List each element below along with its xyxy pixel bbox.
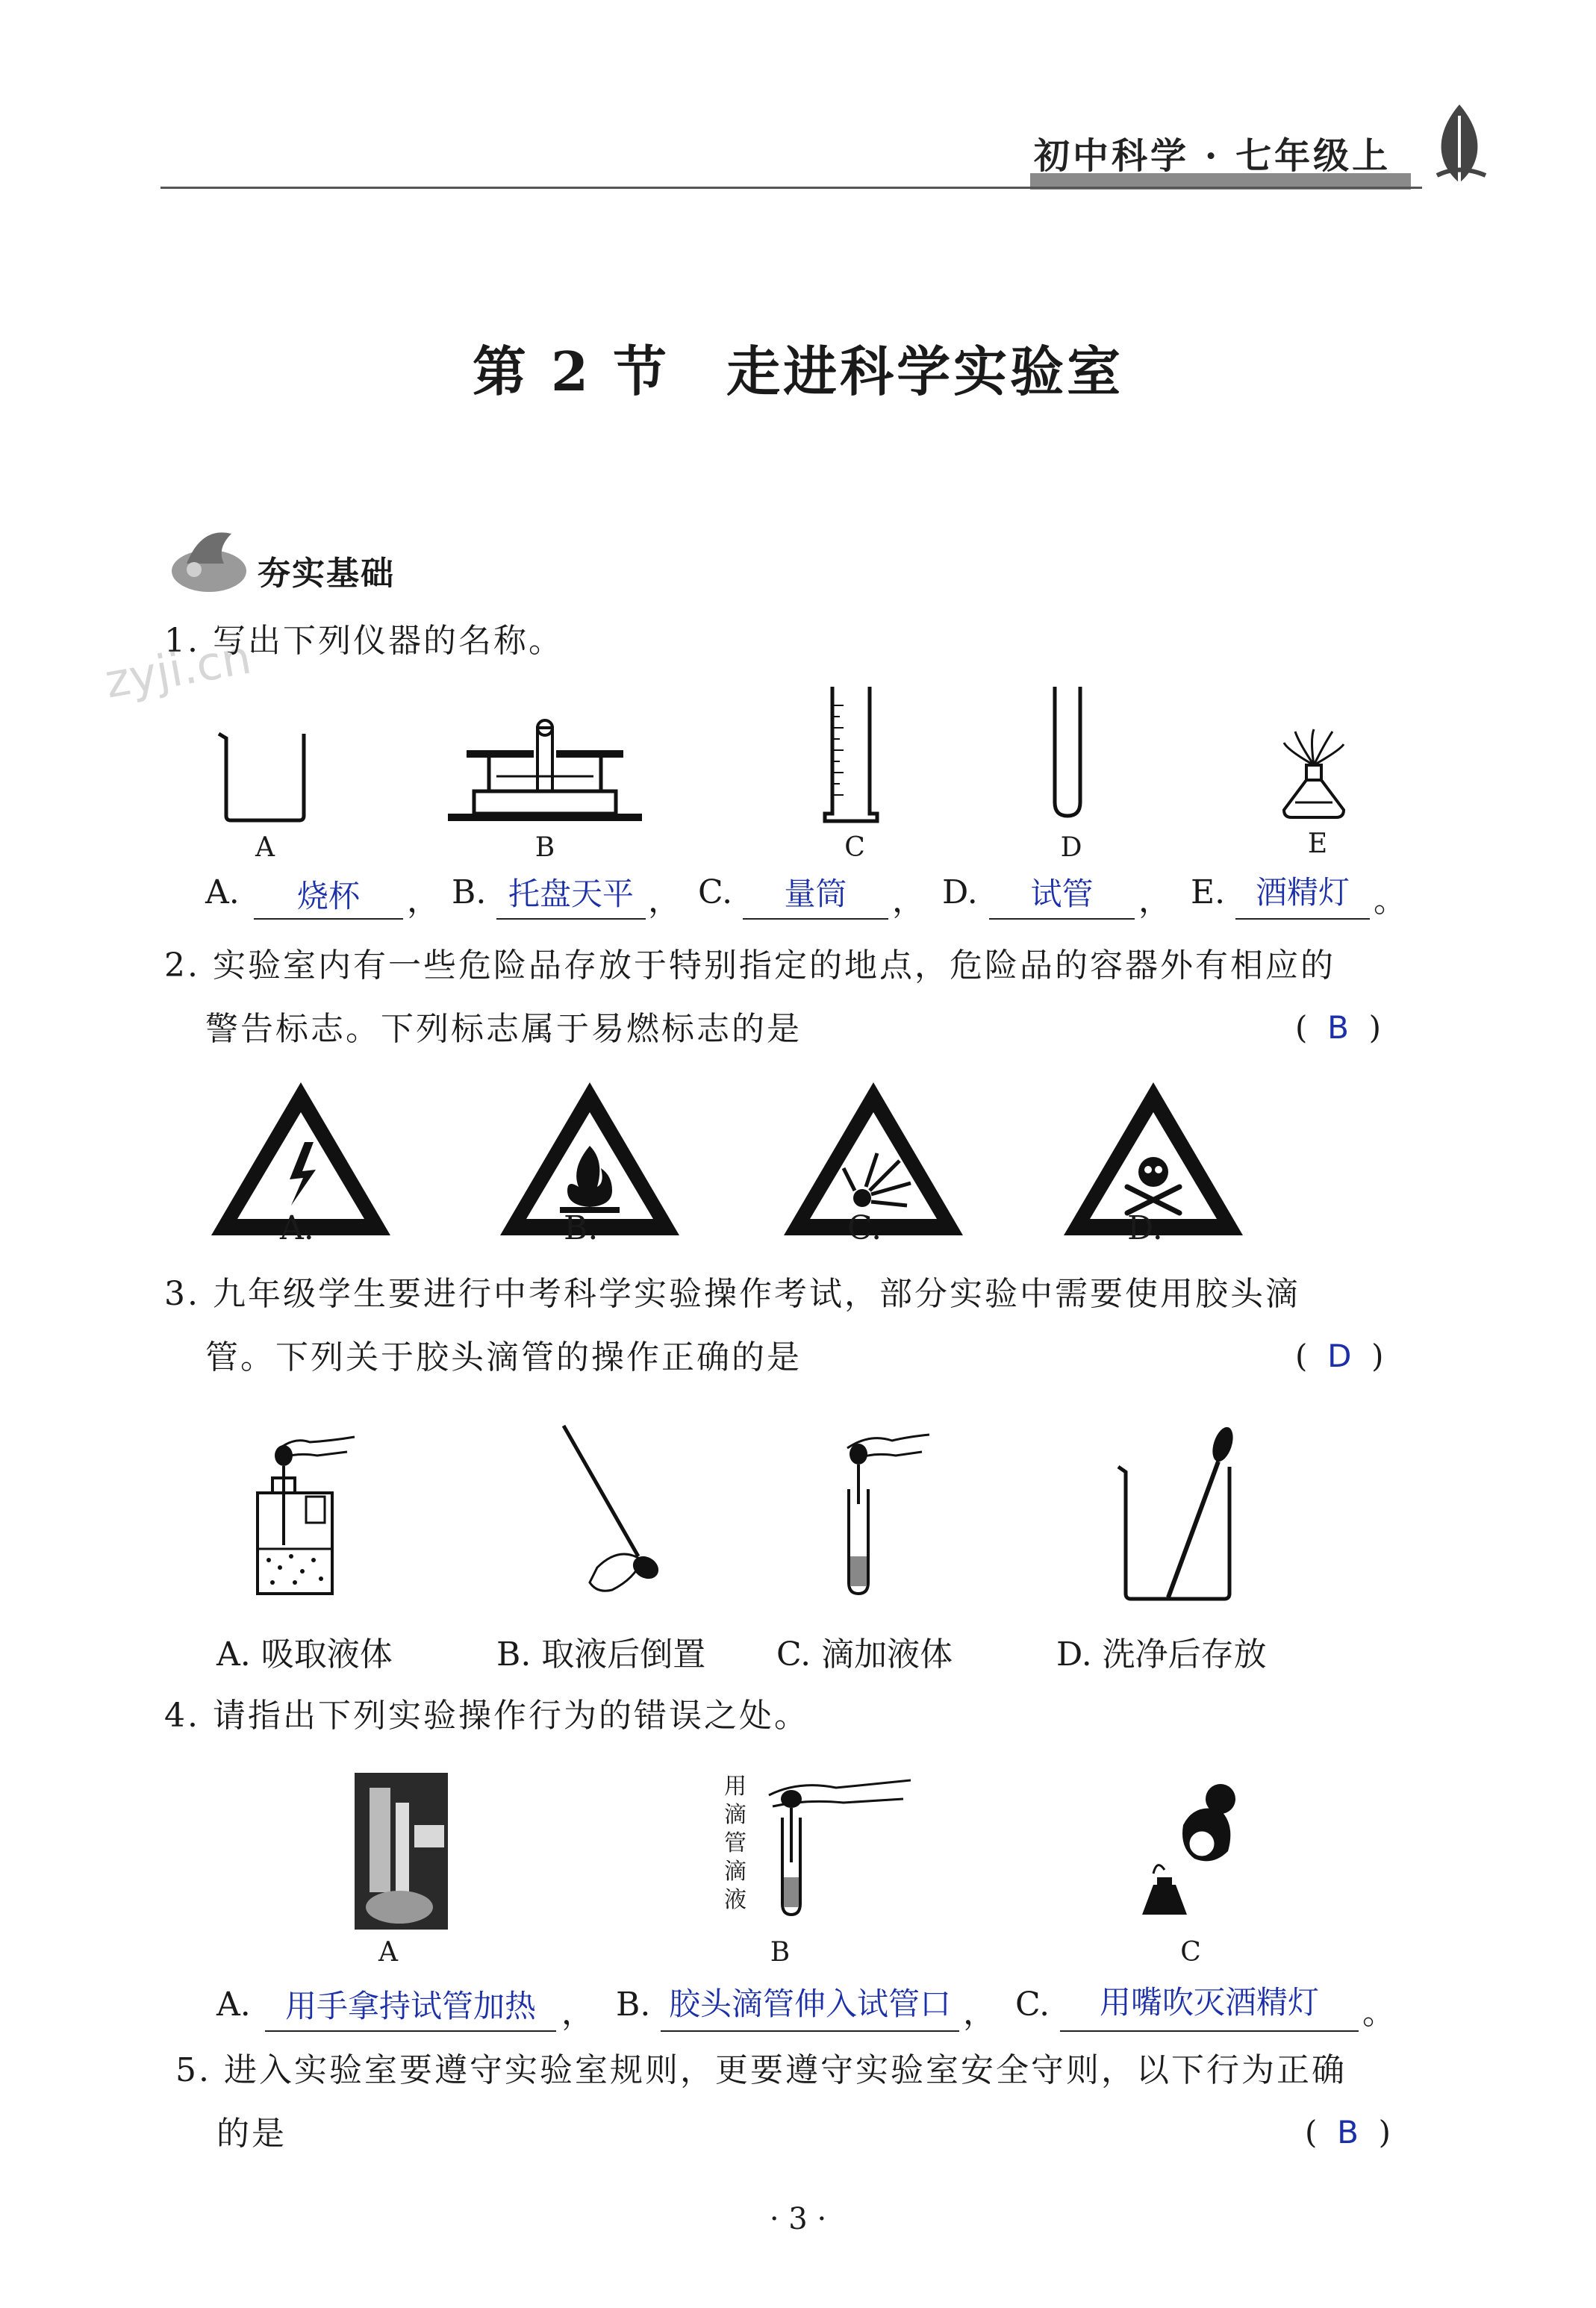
question-1: 1. 写出下列仪器的名称。 <box>164 622 564 660</box>
figure-label-a: A <box>255 832 275 863</box>
answer-letter-d: D. <box>942 873 978 911</box>
figure-label-d: D <box>1060 832 1082 863</box>
caption-char: 滴 <box>724 1802 746 1828</box>
answer-choice: D <box>1327 1338 1352 1374</box>
option-a: A. <box>280 1209 314 1247</box>
answer-sep: ， <box>963 1994 996 2032</box>
answer-choice: B <box>1327 1009 1349 1046</box>
answer-text: 托盘天平 <box>508 876 634 912</box>
figure-label-e: E <box>1307 829 1328 859</box>
answer-sep: ， <box>1138 882 1171 920</box>
answer-text: 用手拿持试管加热 <box>284 1988 536 2024</box>
question-5-line-1: 5. 进入实验室要遵守实验室规则，更要遵守实验室安全守则，以下行为正确 <box>175 2051 1347 2089</box>
answer-bracket: ( B ) <box>1295 1009 1382 1046</box>
answer-letter-a: A. <box>205 873 240 911</box>
answer-sep: 。 <box>1374 882 1406 920</box>
answer-choice: B <box>1337 2114 1359 2151</box>
header-title: 初中科学 · 七年级上 <box>1034 135 1391 177</box>
answer-letter-a: A. <box>216 1986 251 2024</box>
balance-icon <box>444 713 646 825</box>
figure-label-c: C <box>1180 1937 1201 1968</box>
figure-label-b: B <box>770 1937 791 1968</box>
question-3-line-2: 管。下列关于胶头滴管的操作正确的是 <box>205 1338 802 1376</box>
figure-b-caption <box>720 1773 750 1915</box>
page-title: 第 2 节 走进科学实验室 <box>472 340 1124 403</box>
question-3-line-1: 3. 九年级学生要进行中考科学实验操作考试，部分实验中需要使用胶头滴 <box>164 1275 1300 1313</box>
answer-sep: 。 <box>1362 1994 1395 2032</box>
caption-char: 液 <box>724 1887 746 1913</box>
answer-letter-e: E. <box>1191 873 1226 911</box>
answer-sep: ， <box>648 882 681 920</box>
beaker-icon <box>213 728 317 825</box>
answer-text: 用嘴吹灭酒精灯 <box>1099 1984 1319 2021</box>
option-d: D. 洗净后存放 <box>1056 1635 1267 1674</box>
answer-bracket: ( B ) <box>1305 2114 1391 2151</box>
dropper-drawing-liquid-icon <box>250 1418 362 1597</box>
answer-text: 酒精灯 <box>1255 874 1350 911</box>
option-a: A. 吸取液体 <box>216 1635 393 1674</box>
watermark: zyji.cn <box>101 629 255 709</box>
dropper-stored-in-beaker-icon <box>1112 1418 1239 1605</box>
dove-icon <box>164 511 254 601</box>
test-tube-icon <box>1049 683 1086 821</box>
option-b: B. 取液后倒置 <box>496 1635 706 1674</box>
option-c: C. <box>847 1209 882 1247</box>
question-5-line-2: 的是 <box>216 2115 287 2153</box>
figure-label-b: B <box>534 832 555 863</box>
answer-sep: ， <box>407 882 440 920</box>
page-number: · 3 · <box>769 2202 827 2236</box>
graduated-cylinder-icon <box>821 683 881 825</box>
caption-char: 滴 <box>724 1859 746 1885</box>
option-c: C. 滴加液体 <box>776 1635 953 1674</box>
caption-char: 用 <box>724 1774 746 1800</box>
section-label: 夯实基础 <box>258 555 395 593</box>
option-b: B. <box>564 1209 599 1247</box>
dropper-inverted-icon <box>552 1418 672 1597</box>
dropper-inserted-into-tube-icon <box>754 1773 914 1922</box>
header-rule <box>160 187 1422 189</box>
answer-letter-c: C. <box>1015 1986 1050 2024</box>
answer-text: 烧杯 <box>296 878 360 914</box>
heating-test-tube-by-hand-icon <box>355 1773 448 1930</box>
dropper-adding-liquid-icon <box>825 1418 937 1597</box>
answer-text: 胶头滴管伸入试管口 <box>668 1986 951 2022</box>
question-2-line-1: 2. 实验室内有一些危险品存放于特别指定的地点，危险品的容器外有相应的 <box>164 946 1335 985</box>
answer-sep: ， <box>892 882 925 920</box>
question-4: 4. 请指出下列实验操作行为的错误之处。 <box>164 1697 809 1735</box>
caption-char: 管 <box>724 1830 746 1856</box>
answer-letter-b: B. <box>452 873 487 911</box>
question-2-line-2: 警告标志。下列标志属于易燃标志的是 <box>205 1010 802 1048</box>
figure-label-a: A <box>378 1937 398 1968</box>
answer-letter-b: B. <box>616 1986 651 2024</box>
blowing-out-lamp-icon <box>1123 1780 1243 1922</box>
answer-text: 量筒 <box>784 876 847 912</box>
figure-label-c: C <box>844 832 865 863</box>
answer-text: 试管 <box>1030 876 1094 912</box>
answer-sep: ， <box>561 1994 594 2032</box>
alcohol-lamp-icon <box>1273 728 1355 821</box>
leaf-logo-icon <box>1430 101 1489 190</box>
option-d: D. <box>1127 1209 1163 1247</box>
answer-bracket: ( D ) <box>1295 1338 1384 1374</box>
answer-letter-c: C. <box>698 873 733 911</box>
